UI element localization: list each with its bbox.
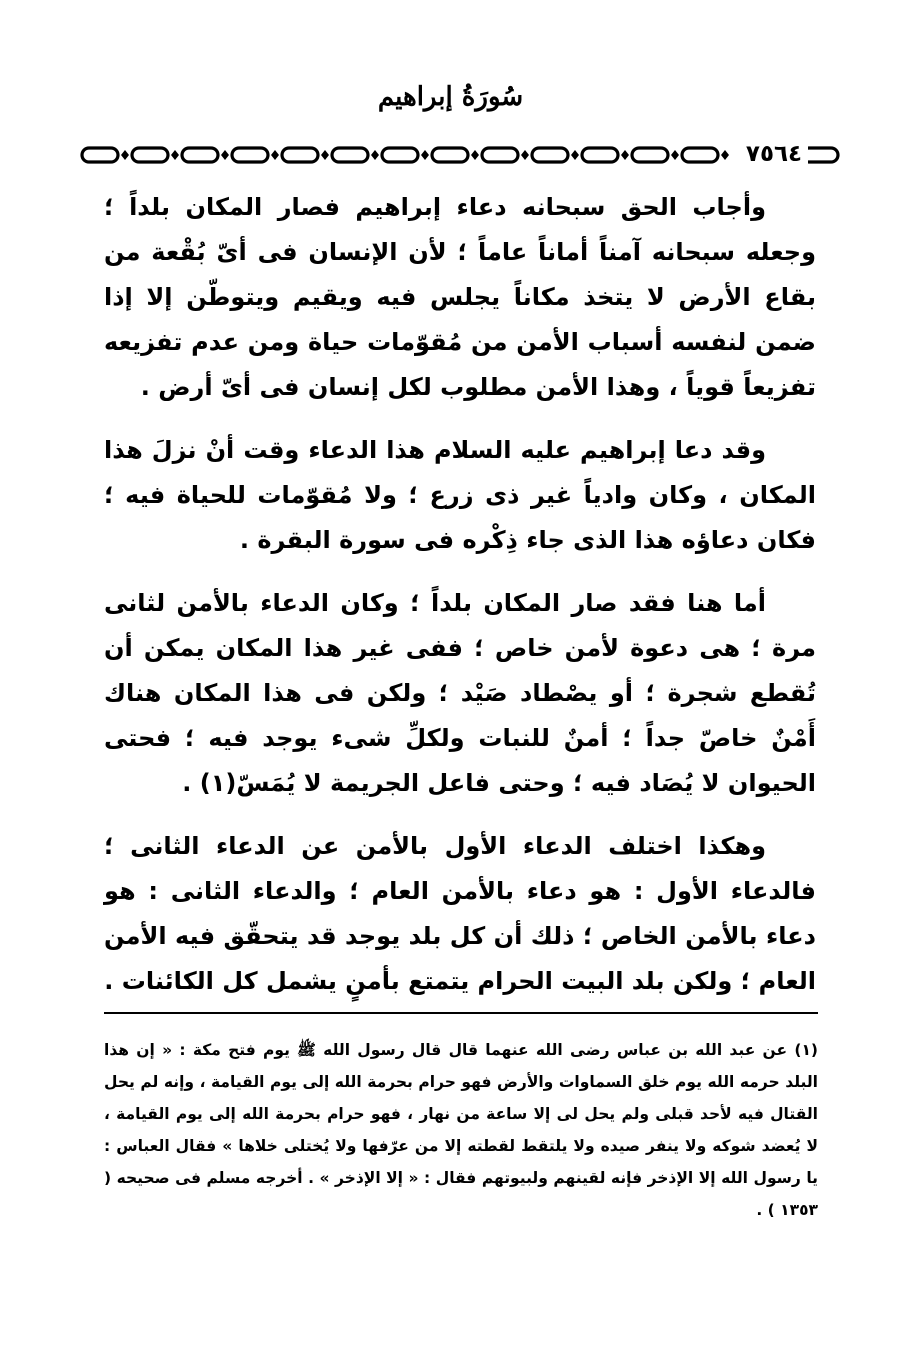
paragraph-3: أما هنا فقد صار المكان بلداً ؛ وكان الدعاء بالأمن لثانى مرة ؛ هى دعوة لأمن خاص ؛ ففى غير هذا المكان يمكن أن تُقطع شجرة ؛ أو يصْطاد صَيْد ؛ ولكن فى هذا المكان هناك أَمْنٌ خاصّ جداً ؛ أمنٌ للنبات ولكلِّ شىء يوجد فيه ؛ فحتى الحيوان لا يُصَاد فيه ؛ وحتى فاعل الجريمة لا يُمَسّ(١) . [104,589,816,797]
footnote-divider [104,1012,818,1014]
surah-title: سُورَةُ إبراهيم [377,82,524,112]
paragraph-4: وهكذا اختلف الدعاء الأول بالأمن عن الدعاء الثانى ؛ فالدعاء الأول : هو دعاء بالأمن العام ؛ والدعاء الثانى : هو دعاء بالأمن الخاص ؛ ذلك أن كل بلد يوجد قد يتحقّق فيه الأمن العام ؛ ولكن بلد البيت الحرام يتمتع بأمنٍ يشمل كل الكائنات . [104,832,816,995]
paragraph-2: وقد دعا إبراهيم عليه السلام هذا الدعاء وقت أنْ نزلَ هذا المكان ، وكان وادياً غير ذى زرع ؛ ولا مُقوّمات للحياة فيه ؛ فكان دعاؤه هذا الذى جاء ذِكْره فى سورة البقرة . [104,436,816,554]
page-number: ٧٥٦٤ [740,141,808,167]
footnote: (١) عن عبد الله بن عباس رضى الله عنهما قال قال رسول الله ﷺ يوم فتح مكة : « إن هذا البلد حرمه الله يوم خلق السماوات والأرض فهو حرام بحرمة الله إلى يوم القيامة ، وإنه لم يحل القتال فيه لأحد قبلى ولم يحل لى إلا ساعة من نهار ، فهو حرام بحرمة الله إلى يوم القيامة ، لا يُعضد شوكه ولا ينفر صيده ولا يلتقط لقطته إلا من عرّفها ولا يُختلى خلاها » فقال العباس : يا رسول الله إلا الإذخر فإنه لقينهم ولبيوتهم فقال : « إلا الإذخر » . أخرجه مسلم فى صحيحه ( ١٣٥٣ ) . [104,1041,818,1219]
paragraph-1: وأجاب الحق سبحانه دعاء إبراهيم فصار المكان بلداً ؛ وجعله سبحانه آمناً أماناً عاماً ؛ لأن الإنسان فى أىّ بُقْعة من بقاع الأرض لا يتخذ مكاناً يجلس فيه ويقيم ويتوطّن إلا إذا ضمن لنفسه أسباب الأمن من مُقوّمات حياة ومن عدم تفزيعه تفزيعاً قوياً ، وهذا الأمن مطلوب لكل إنسان فى أىّ أرض . [104,193,816,401]
main-text [104,185,816,1022]
decorative-header-rule [80,143,840,167]
